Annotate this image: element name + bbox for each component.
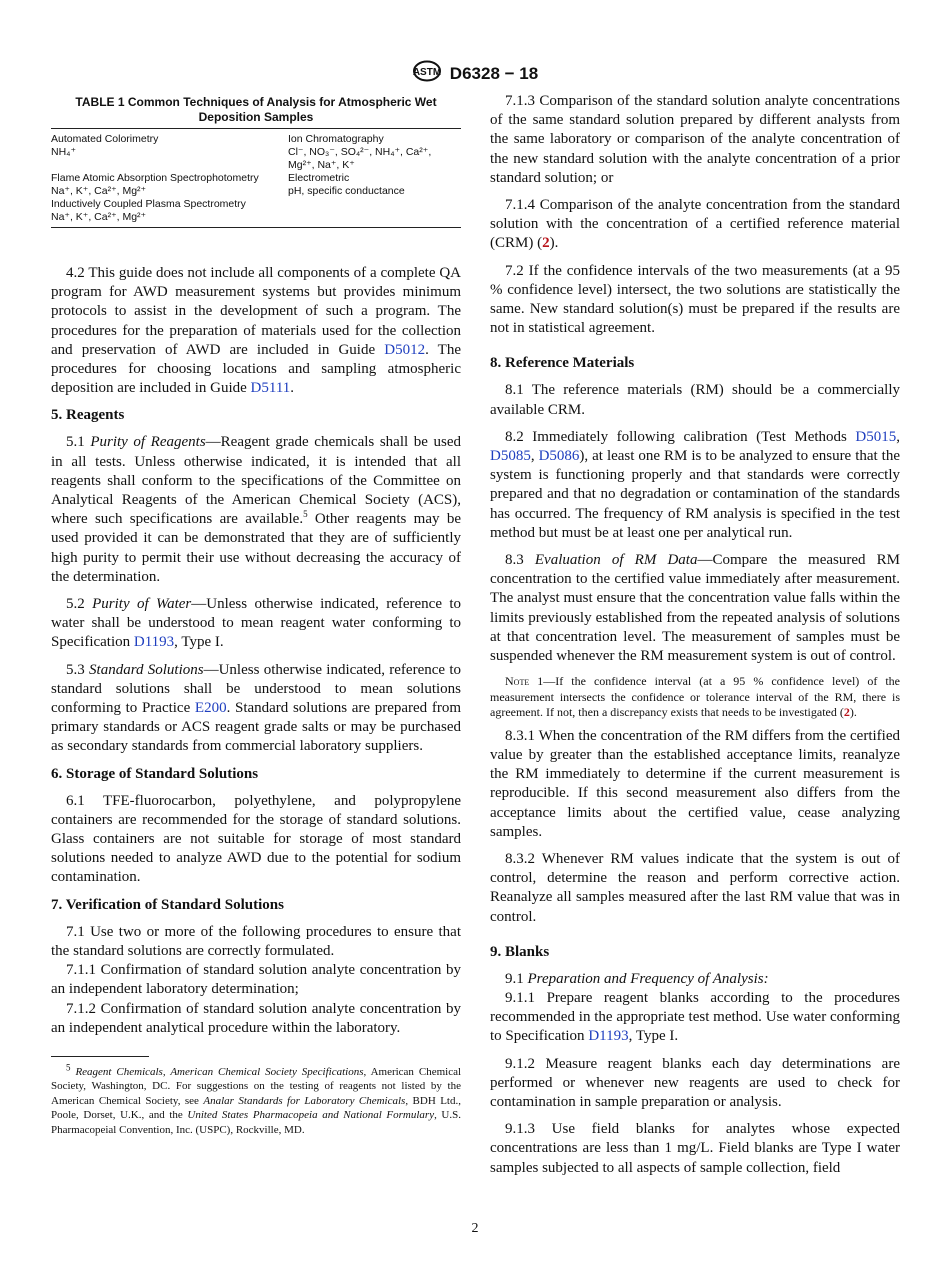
reference-link-2[interactable]: 2 [542,235,550,252]
table-cell [288,211,461,228]
link-e200[interactable]: E200 [194,700,227,717]
link-d1193[interactable]: D1193 [133,634,175,651]
table-row [51,159,461,172]
table-row [51,146,461,159]
paragraph-8-3-2: 8.3.2 Whenever RM values indicate that the system is out of control, determine the reason and perform corrective action. Reanalyze all samples measured after the last RM value that was in control. [490,851,900,925]
table-cell: Flame Atomic Absorption Spectrophotometry [51,172,259,184]
footnote-divider [51,1056,149,1057]
astm-logo-icon [412,60,442,87]
paragraph-7-1: 7.1 Use two or more of the following procedures to ensure that the standard solutions are correctly formulated. [51,923,461,959]
table-cell [51,159,288,172]
link-d5015[interactable]: D5015 [855,428,897,445]
table-cell: Na⁺, K⁺, Ca²⁺, Mg²⁺ [51,211,147,223]
paragraph-8-1: 8.1 The reference materials (RM) should be a commercially available CRM. [490,382,900,418]
link-d5111[interactable]: D5111 [250,380,291,397]
link-d5012[interactable]: D5012 [384,341,426,358]
table-cell: Cl⁻, NO₃⁻, SO₄²⁻, NH₄⁺, Ca²⁺, [288,146,432,158]
paragraph-5-3: 5.3 Standard Solutions—Unless otherwise indicated, reference to standard solutions shall be understood to mean solutions conforming to Practice E200. Standard solutions are prepared from primary standards or ACS reagent grade salts or may be purchased as secondary standards from commercial laboratory suppliers. [51,661,461,755]
section-heading-8: 8. Reference Materials [490,355,635,372]
table-cell: Automated Colorimetry [51,133,159,145]
table-title: TABLE 1 Common Techniques of Analysis for Atmospheric Wet Deposition Samples [75,95,437,124]
table-row [51,198,461,211]
paragraph-7-1-1: 7.1.1 Confirmation of standard solution analyte concentration by an independent laboratory determination; [51,962,461,998]
table-cell: Inductively Coupled Plasma Spectrometry [51,198,246,210]
page-number: 2 [471,1221,479,1236]
table-cell: Electrometric [288,172,350,184]
section-heading-9: 9. Blanks [490,943,550,960]
paragraph-9-1-3: 9.1.3 Use field blanks for analytes whose expected concentrations are less than 1 mg/L. Field blanks are Type I water samples subjected to all aspects of sample collection, field [490,1121,900,1176]
section-heading-6: 6. Storage of Standard Solutions [51,765,259,782]
paragraph-8-2: 8.2 Immediately following calibration (Test Methods D5015, D5085, D5086), at least one RM is to be analyzed to ensure that the system is functioning properly and that standards were correctly prepared and that no degradation or contamination of the standards has occurred. The frequency of RM analysis is specified in the test method but must be at least one per analytical run. [490,428,900,541]
page-header [0,60,950,87]
paragraph-8-3-1: 8.3.1 When the concentration of the RM differs from the certified value by greater than the established acceptance limits, reanalyze the RM immediately to determine if the current measurement is reproducible. If this second measurement also differs from the acceptance limits about the certified value, cease analyzing samples. [490,727,900,840]
footnote-ref: 5 [303,509,308,520]
table-cell [288,198,461,211]
table-cell: pH, specific conductance [288,185,405,197]
table-row [51,185,461,198]
table-row [51,211,461,228]
techniques-table [51,128,461,228]
document-code: D6328 − 18 [449,63,539,83]
paragraph-7-2: 7.2 If the confidence intervals of the two measurements (at a 95 % confidence level) intersect, the two solutions are statistically the same. New standard solution(s) must be prepared if the results are not in statistical agreement. [490,262,900,337]
section-heading-5: 5. Reagents [51,407,125,424]
paragraph-5-2: 5.2 Purity of Water—Unless otherwise indicated, reference to water shall be understood to mean reagent water conforming to Specification D1193, Type I. [51,596,461,651]
paragraph-9-1: 9.1 Preparation and Frequency of Analysis: [505,970,769,987]
paragraph-5-1: 5.1 Purity of Reagents—Reagent grade chemicals shall be used in all tests. Unless otherwise indicated, it is intended that all reagents shall conform to the specifications of the Committee on Analytical Reagents of the American Chemical Society (ACS), where such specifications are available.$^5$ Other reagents may be used provided it can be demonstrated that they are of sufficiently high purity to permit their use without decreasing the accuracy of the determination. [51,434,461,585]
table-row [51,172,461,185]
paragraph-7-1-2: 7.1.2 Confirmation of standard solution analyte concentration by an independent analytical procedure within the laboratory. [51,1000,461,1036]
paragraph-4-2: 4.2 This guide does not include all components of a complete QA program for AWD measurement systems but provides minimum protocols to assist in the development of such a program. The procedures for the preparation of materials used for the collection and preservation of AWD are included in Guide D5012. The procedures for choosing locations and sampling atmospheric deposition are included in Guide D5111. [51,265,461,397]
table-cell: Mg²⁺, Na⁺, K⁺ [288,159,355,171]
note-1: Note 1—If the confidence interval (at a 95 % confidence level) of the measurement intersects the confidence or tolerance interval of the RM, there is agreement. If not, then a discrepancy exists that needs to be investigated (2). [490,674,901,720]
paragraph-7-1-4: 7.1.4 Comparison of the analyte concentration from the standard solution with the concentration of a certified reference material (CRM) (2). [490,197,900,252]
paragraph-6-1: 6.1 TFE-fluorocarbon, polyethylene, and polypropylene containers are recommended for the storage of standard solutions. Glass containers are not suitable for storage of most standard solutions needed to analyze AWD due to the potential for sodium contamination. [51,792,461,886]
table-cell: Na⁺, K⁺, Ca²⁺, Mg²⁺ [51,185,147,197]
table-cell: NH₄⁺ [51,146,76,158]
link-d5086[interactable]: D5086 [538,448,580,465]
table-cell: Ion Chromatography [288,133,384,145]
paragraph-7-1-3: 7.1.3 Comparison of the standard solution analyte concentrations of the same standard solution prepared by different analysts from the same laboratory or comparison of the analyte concentration of the new standard solution with the analyte concentration of a prior standard solution; or [490,93,900,186]
right-column [490,92,900,1186]
paragraph-8-3: 8.3 Evaluation of RM Data—Compare the measured RM concentration to the certified value immediately after measurement. The analyst must ensure that the concentration value falls within the limits previously established from the repeated analysis of solutions at that concentration level. The measurement of samples must be suspended whenever the RM measurement system is out of control. [490,552,901,665]
table-row [51,129,461,147]
reference-link-2[interactable]: 2 [843,705,850,720]
section-heading-7: 7. Verification of Standard Solutions [51,896,284,913]
link-d5085[interactable]: D5085 [490,448,531,465]
paragraph-9-1-2: 9.1.2 Measure reagent blanks each day determinations are performed or whenever new reagents are used to check for contamination in sample preparation or analysis. [490,1055,900,1111]
footnote-5: $^5$ Reagent Chemicals, American Chemical Society Specifications, American Chemical Society, Washington, DC. For suggestions on the testing of reagents not listed by the American Chemical Society, see Analar Standards for Laboratory Chemicals, BDH Ltd., Poole, Dorset, U.K., and the United States Pharmacopeia and National Formulary, U.S. Pharmacopeial Convention, Inc. (USPC), Rockville, MD. [51,1062,462,1136]
svg-text:ASTM: ASTM [412,67,441,78]
link-d1193[interactable]: D1193 [588,1028,629,1045]
left-column [51,92,461,1137]
paragraph-9-1-1: 9.1.1 Prepare reagent blanks according to the procedures recommended in the appropriate test method. Use water conforming to Specification D1193, Type I. [490,990,900,1045]
